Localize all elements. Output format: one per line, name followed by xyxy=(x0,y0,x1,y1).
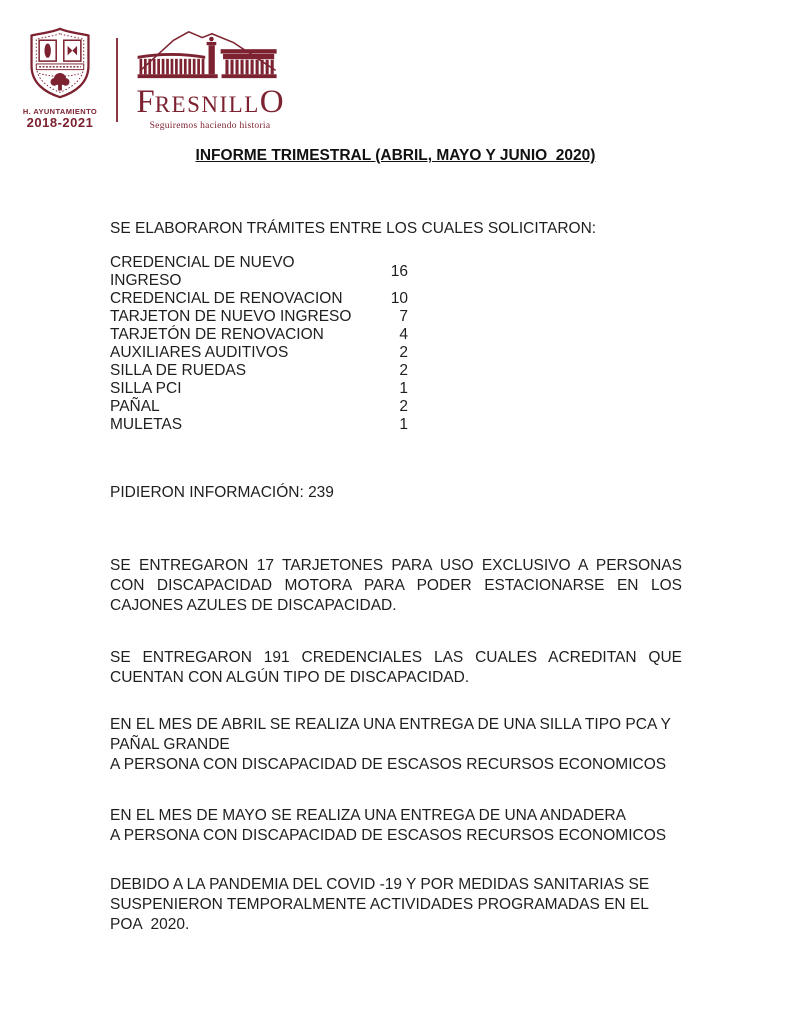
paragraph-line: PAÑAL GRANDE xyxy=(110,736,230,753)
paragraph-line: A PERSONA CON DISCAPACIDAD DE ESCASOS RECURSOS ECONOMICOS xyxy=(110,827,667,844)
crest-term-label: 2018-2021 xyxy=(26,115,94,130)
crest-logo xyxy=(14,26,106,129)
request-count: 2 xyxy=(399,398,408,415)
paragraph-line: CON DISCAPACIDAD MOTORA PARA PODER ESTACIONARSE EN LOS xyxy=(110,577,682,594)
paragraph-line: SUSPENIERON TEMPORALMENTE ACTIVIDADES PROGRAMADAS EN EL xyxy=(110,896,649,913)
paragraph-covid xyxy=(110,875,682,935)
paragraph-abril xyxy=(110,715,682,775)
brand-name-middle: RESNILL xyxy=(154,92,260,117)
requests-table xyxy=(110,254,408,434)
table-row xyxy=(110,362,408,380)
table-row xyxy=(110,344,408,362)
paragraph-line: A PERSONA CON DISCAPACIDAD DE ESCASOS RECURSOS ECONOMICOS xyxy=(110,756,667,773)
paragraph-line: EN EL MES DE MAYO SE REALIZA UNA ENTREGA DE UNA ANDADERA xyxy=(110,807,626,824)
request-label: SILLA DE RUEDAS xyxy=(110,362,247,379)
brand-name-final: O xyxy=(259,84,284,120)
request-label: AUXILIARES AUDITIVOS xyxy=(110,344,289,361)
table-row xyxy=(110,398,408,416)
info-count-line: PIDIERON INFORMACIÓN: 239 xyxy=(110,484,334,501)
brand-tagline: Seguiremos haciendo historia xyxy=(149,121,271,131)
request-count: 4 xyxy=(399,326,408,343)
brand-name xyxy=(128,84,292,123)
paragraph-line: SE ENTREGARON 191 CREDENCIALES LAS CUALES ACREDITAN QUE xyxy=(110,649,682,666)
intro-line: SE ELABORARON TRÁMITES ENTRE LOS CUALES SOLICITARON: xyxy=(110,220,597,237)
header-divider xyxy=(116,38,118,122)
municipal-crest-icon xyxy=(20,26,100,100)
page-title: INFORME TRIMESTRAL (ABRIL, MAYO Y JUNIO 2020) xyxy=(195,147,596,164)
fresnillo-monument-icon xyxy=(131,26,289,82)
fresnillo-logo xyxy=(128,26,292,131)
request-label: SILLA PCI xyxy=(110,380,182,397)
request-count: 7 xyxy=(399,308,408,325)
paragraph-credenciales xyxy=(110,648,682,688)
request-count: 16 xyxy=(390,263,408,280)
paragraph-line: DEBIDO A LA PANDEMIA DEL COVID -19 Y POR MEDIDAS SANITARIAS SE xyxy=(110,876,650,893)
crest-org-label: H. AYUNTAMIENTO xyxy=(22,107,98,116)
table-row xyxy=(110,416,408,434)
paragraph-mayo xyxy=(110,806,682,846)
request-label: TARJETÓN DE RENOVACION xyxy=(110,326,324,343)
paragraph-line: CUENTAN CON ALGÚN TIPO DE DISCAPACIDAD. xyxy=(110,669,470,686)
request-count: 10 xyxy=(390,290,408,307)
request-count: 2 xyxy=(399,362,408,379)
table-row xyxy=(110,326,408,344)
paragraph-tarjetones xyxy=(110,556,682,616)
request-label: TARJETON DE NUEVO INGRESO xyxy=(110,308,352,325)
table-row xyxy=(110,308,408,326)
paragraph-line: EN EL MES DE ABRIL SE REALIZA UNA ENTREGA DE UNA SILLA TIPO PCA Y xyxy=(110,716,671,733)
brand-name-initial: F xyxy=(136,84,155,120)
table-row xyxy=(110,290,408,308)
request-count: 2 xyxy=(399,344,408,361)
table-row xyxy=(110,254,408,290)
request-count: 1 xyxy=(399,416,408,433)
paragraph-line: SE ENTREGARON 17 TARJETONES PARA USO EXCLUSIVO A PERSONAS xyxy=(110,557,682,574)
request-label: CREDENCIAL DE RENOVACION xyxy=(110,290,343,307)
request-label: MULETAS xyxy=(110,416,183,433)
request-count: 1 xyxy=(399,380,408,397)
request-label: PAÑAL xyxy=(110,398,160,415)
paragraph-line: CAJONES AZULES DE DISCAPACIDAD. xyxy=(110,597,397,614)
table-row xyxy=(110,380,408,398)
paragraph-line: POA 2020. xyxy=(110,916,190,933)
request-label: CREDENCIAL DE NUEVO INGRESO xyxy=(110,254,295,289)
